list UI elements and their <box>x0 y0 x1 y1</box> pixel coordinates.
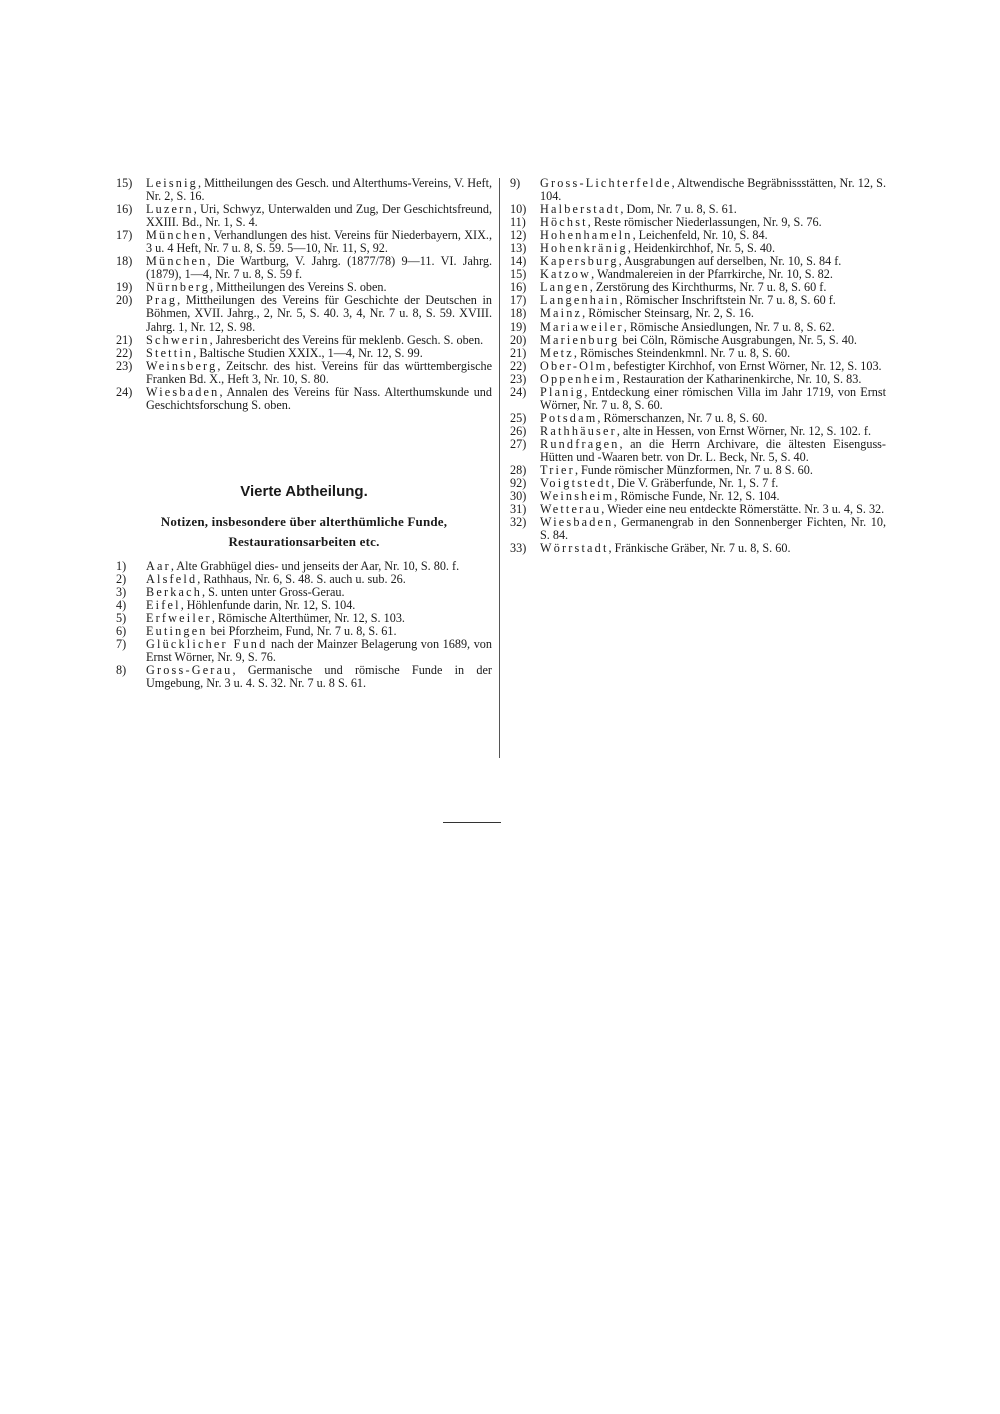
item-text: , Römische Funde, Nr. 12, S. 104. <box>614 489 780 504</box>
item-number: 21) <box>116 332 133 347</box>
item-text: , Altwendische Begräbnissstätten, Nr. 12, S. 104. <box>540 176 886 204</box>
item-keyword: Stettin <box>146 345 194 360</box>
item-number: 3) <box>116 584 127 599</box>
item-keyword: Schwerin <box>146 332 210 347</box>
item-number: 17) <box>116 228 133 243</box>
item-text: , Römische Ansiedlungen, Nr. 7 u. 8, S. 62. <box>623 319 835 334</box>
item-text: , Germanengrab in den Sonnenberger Fichten, Nr. 10, S. 84. <box>540 515 886 543</box>
item-keyword: München <box>146 228 208 243</box>
list-item <box>116 229 492 255</box>
item-text: , Höhlenfunde darin, Nr. 12, S. 104. <box>180 597 356 612</box>
item-number: 17) <box>510 293 527 308</box>
section-subtitle <box>116 512 492 552</box>
item-number: 7) <box>116 637 127 652</box>
item-number: 16) <box>116 202 133 217</box>
item-number: 23) <box>116 358 133 373</box>
item-text: , Germanische und römische Funde in der Umgebung, Nr. 3 u. 4. S. 32. Nr. 7 u. 8 S. 61. <box>146 663 492 691</box>
item-text: bei Cöln, Römische Ausgrabungen, Nr. 5, S. 40. <box>619 332 857 347</box>
item-number: 28) <box>510 463 527 478</box>
item-text: , Fränkische Gräber, Nr. 7 u. 8, S. 60. <box>608 541 791 556</box>
item-keyword: München <box>146 254 208 269</box>
item-number: 30) <box>510 489 527 504</box>
item-keyword: Planig <box>540 384 585 399</box>
item-text: , Mittheilungen des Vereins für Geschichte der Deutschen in Böhmen, XVII. Jahrg., 2, Nr. 5, S. 40. 3, 4, Nr. 7 u. 8, S. 59. XVIII. Jahrg. 1, Nr. 12, S. 98. <box>146 293 492 334</box>
item-number: 32) <box>510 515 527 530</box>
item-number: 21) <box>510 345 527 360</box>
list-item <box>510 177 886 203</box>
column-divider <box>499 178 500 758</box>
item-number: 24) <box>116 384 133 399</box>
item-text: , Römisches Steindenkmnl. Nr. 7 u. 8, S. 60. <box>573 345 791 360</box>
item-number: 25) <box>510 410 527 425</box>
item-keyword: Eutingen <box>146 624 208 639</box>
section-vierte-abtheilung <box>116 483 492 690</box>
item-number: 12) <box>510 228 527 243</box>
item-text: , Rathhaus, Nr. 6, S. 48. S. auch u. sub. 26. <box>197 571 406 586</box>
item-text: , Uri, Schwyz, Unterwalden und Zug, Der Geschichtsfreund, XXIII. Bd., Nr. 1, S. 4. <box>146 202 492 230</box>
item-number: 23) <box>510 371 527 386</box>
item-text: , Wieder eine neu entdeckte Römerstätte. Nr. 3 u. 4, S. 32. <box>601 502 885 517</box>
item-keyword: Marienburg <box>540 332 620 347</box>
list-item <box>116 638 492 664</box>
notices-list-left <box>116 560 492 690</box>
item-keyword: Hohenhameln <box>540 228 633 243</box>
item-text: , Römische Alterthümer, Nr. 12, S. 103. <box>211 611 405 626</box>
left-column <box>116 177 492 690</box>
item-text: bei Pforzheim, Fund, Nr. 7 u. 8, S. 61. <box>207 624 397 639</box>
item-number: 15) <box>116 176 133 190</box>
section-subtitle-line1: Notizen, insbesondere über alterthümliche Funde, <box>160 513 448 529</box>
item-keyword: Nürnberg <box>146 280 211 295</box>
item-text: , Funde römischer Münzformen, Nr. 7 u. 8 S. 60. <box>574 463 813 478</box>
item-text: , Die V. Gräberfunde, Nr. 1, S. 7 f. <box>611 476 779 491</box>
item-text: , Alte Grabhügel dies- und jenseits der Aar, Nr. 10, S. 80. f. <box>170 558 460 573</box>
item-text: , Entdeckung einer römischen Villa im Jahr 1719, von Ernst Wörner, Nr. 7 u. 8, S. 60. <box>540 384 886 412</box>
list-item <box>510 438 886 464</box>
item-keyword: Berkach <box>146 584 203 599</box>
item-number: 16) <box>510 280 527 295</box>
item-text: , Ausgrabungen auf derselben, Nr. 10, S. 84 f. <box>618 254 842 269</box>
list-item <box>116 255 492 281</box>
item-text: , Dom, Nr. 7 u. 8, S. 61. <box>620 202 737 217</box>
item-number: 92) <box>510 476 527 491</box>
item-number: 20) <box>116 293 133 308</box>
item-text: , Jahresbericht des Vereins für meklenb. Gesch. S. oben. <box>209 332 484 347</box>
item-text: , Die Wartburg, V. Jahrg. (1877/78) 9—11. VI. Jahrg. (1879), 1—4, Nr. 7 u. 8, S. 59 f. <box>146 254 492 282</box>
item-number: 33) <box>510 541 527 556</box>
item-text: , Zerstörung des Kirchthurms, Nr. 7 u. 8, S. 60 f. <box>589 280 827 295</box>
item-keyword: Halberstadt <box>540 202 621 217</box>
list-item <box>116 664 492 690</box>
item-number: 13) <box>510 241 527 256</box>
item-keyword: Kapersburg <box>540 254 619 269</box>
item-keyword: Katzow <box>540 267 592 282</box>
item-keyword: Gross-Lichterfelde <box>540 176 672 190</box>
item-number: 18) <box>510 306 527 321</box>
list-item <box>116 294 492 333</box>
item-number: 18) <box>116 254 133 269</box>
item-keyword: Weinsheim <box>540 489 615 504</box>
item-keyword: Metz <box>540 345 574 360</box>
item-keyword: Hohenkränig <box>540 241 628 256</box>
item-keyword: Glücklicher Fund <box>146 637 268 652</box>
item-keyword: Rathhäuser <box>540 423 617 438</box>
item-keyword: Wiesbaden <box>146 384 220 399</box>
item-text: , Annalen des Vereins für Nass. Alterthumskunde und Geschichtsforschung S. oben. <box>146 384 492 412</box>
list-item <box>116 360 492 386</box>
right-column <box>510 177 886 555</box>
item-number: 8) <box>116 663 127 678</box>
item-keyword: Mainz <box>540 306 583 321</box>
item-number: 9) <box>510 176 521 190</box>
section-subtitle-line2: Restaurationsarbeiten etc. <box>228 533 380 549</box>
item-number: 20) <box>510 332 527 347</box>
item-keyword: Wetterau <box>540 502 602 517</box>
item-text: , Heidenkirchhof, Nr. 5, S. 40. <box>627 241 776 256</box>
item-number: 27) <box>510 436 527 451</box>
item-number: 4) <box>116 597 127 612</box>
item-text: , Wandmalereien in der Pfarrkirche, Nr. 10, S. 82. <box>591 267 833 282</box>
item-text: , Zeitschr. des hist. Vereins für das württembergische Franken Bd. X., Heft 3, Nr. 10, S. 80. <box>146 358 492 386</box>
item-text: , Römischer Inschriftstein Nr. 7 u. 8, S. 60 f. <box>619 293 836 308</box>
item-number: 19) <box>116 280 133 295</box>
item-text: , alte in Hessen, von Ernst Wörner, Nr. 12, S. 102. f. <box>616 423 871 438</box>
item-number: 24) <box>510 384 527 399</box>
item-text: , Baltische Studien XXIX., 1—4, Nr. 12, S. 99. <box>193 345 423 360</box>
item-number: 31) <box>510 502 527 517</box>
item-keyword: Gross-Gerau <box>146 663 233 678</box>
periodicals-list <box>116 177 492 412</box>
list-item <box>116 386 492 412</box>
list-item <box>510 386 886 412</box>
item-number: 11) <box>510 215 526 230</box>
item-number: 10) <box>510 202 527 217</box>
item-keyword: Luzern <box>146 202 194 217</box>
item-text: , Verhandlungen des hist. Vereins für Niederbayern, XIX., 3 u. 4 Heft, Nr. 7 u. 8, S. 59. 5—10, Nr. 11, S, 92. <box>146 228 492 256</box>
item-text: , Reste römischer Niederlassungen, Nr. 9, S. 76. <box>587 215 822 230</box>
item-text: , Römischer Steinsarg, Nr. 2, S. 16. <box>582 306 754 321</box>
item-text: , Leichenfeld, Nr. 10, S. 84. <box>632 228 768 243</box>
item-keyword: Rundfragen <box>540 436 620 451</box>
item-text: , Römerschanzen, Nr. 7 u. 8, S. 60. <box>597 410 768 425</box>
item-keyword: Leisnig <box>146 176 198 190</box>
item-text: , Mittheilungen des Gesch. und Alterthums-Vereins, V. Heft, Nr. 2, S. 16. <box>146 176 493 204</box>
item-keyword: Oppenheim <box>540 371 617 386</box>
item-keyword: Alsfeld <box>146 571 198 586</box>
item-text: , befestigter Kirchhof, von Ernst Wörner, Nr. 12, S. 103. <box>607 358 882 373</box>
item-number: 1) <box>116 558 127 573</box>
item-keyword: Weinsberg <box>146 358 218 373</box>
item-number: 26) <box>510 423 527 438</box>
item-keyword: Wiesbaden <box>540 515 614 530</box>
list-item <box>116 177 492 203</box>
item-keyword: Wörrstadt <box>540 541 609 556</box>
item-number: 22) <box>510 358 527 373</box>
section-title: Vierte Abtheilung. <box>240 482 368 500</box>
item-keyword: Erfweiler <box>146 611 212 626</box>
list-item <box>510 516 886 542</box>
item-keyword: Eifel <box>146 597 181 612</box>
item-number: 2) <box>116 571 127 586</box>
item-keyword: Mariaweiler <box>540 319 624 334</box>
item-keyword: Langenhain <box>540 293 620 308</box>
item-text: , Mittheilungen des Vereins S. oben. <box>210 280 387 295</box>
item-keyword: Aar <box>146 558 171 573</box>
item-text: nach der Mainzer Belagerung von 1689, von Ernst Wörner, Nr. 9, S. 76. <box>146 637 492 665</box>
item-keyword: Langen <box>540 280 590 295</box>
item-number: 19) <box>510 319 527 334</box>
item-number: 14) <box>510 254 527 269</box>
item-number: 15) <box>510 267 527 282</box>
item-keyword: Potsdam <box>540 410 598 425</box>
list-item <box>510 542 886 555</box>
item-number: 22) <box>116 345 133 360</box>
item-keyword: Trier <box>540 463 575 478</box>
item-keyword: Prag <box>146 293 178 308</box>
item-keyword: Voigtstedt <box>540 476 612 491</box>
item-keyword: Höchst <box>540 215 588 230</box>
notices-list-right <box>510 177 886 555</box>
list-item <box>116 203 492 229</box>
item-keyword: Ober-Olm <box>540 358 608 373</box>
item-number: 5) <box>116 611 127 626</box>
item-text: , Restauration der Katharinenkirche, Nr. 10, S. 83. <box>616 371 862 386</box>
item-text: , an die Herrn Archivare, die ältesten Eisenguss-Hütten und -Waaren betr. von Dr. L. Beck, Nr. 5, S. 40. <box>540 436 886 464</box>
item-text: , S. unten unter Gross-Gerau. <box>202 584 345 599</box>
end-rule <box>443 822 501 823</box>
item-number: 6) <box>116 624 127 639</box>
